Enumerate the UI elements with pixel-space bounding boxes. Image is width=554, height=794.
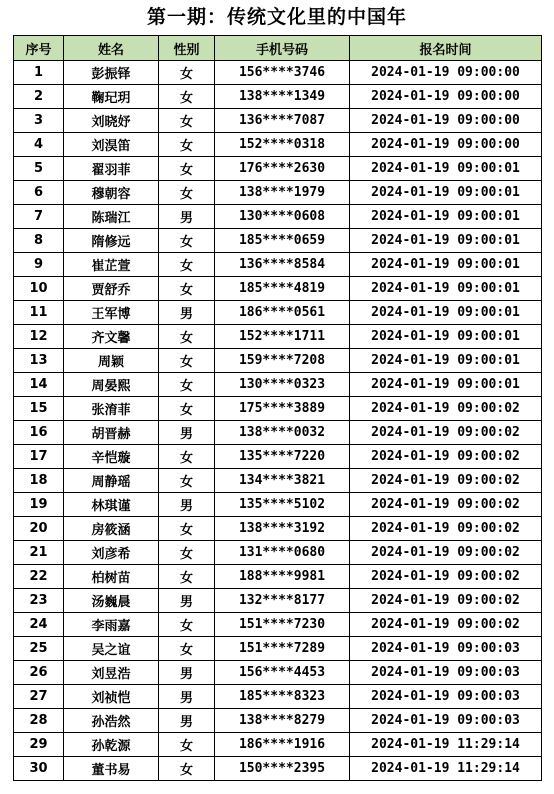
cell-signup-time: 2024-01-19 09:00:03 xyxy=(350,661,542,685)
cell-signup-time: 2024-01-19 09:00:01 xyxy=(350,181,542,205)
cell-phone: 138****8279 xyxy=(215,709,350,733)
cell-index: 23 xyxy=(14,589,64,613)
cell-phone: 151****7289 xyxy=(215,637,350,661)
cell-index: 3 xyxy=(14,109,64,133)
cell-phone: 176****2630 xyxy=(215,157,350,181)
cell-name: 周颖 xyxy=(64,349,159,373)
table-row xyxy=(14,109,542,133)
cell-index: 15 xyxy=(14,397,64,421)
cell-signup-time: 2024-01-19 09:00:01 xyxy=(350,325,542,349)
table-row xyxy=(14,133,542,157)
cell-phone: 134****3821 xyxy=(215,469,350,493)
cell-signup-time: 2024-01-19 09:00:03 xyxy=(350,637,542,661)
cell-gender: 男 xyxy=(159,661,215,685)
cell-signup-time: 2024-01-19 09:00:02 xyxy=(350,493,542,517)
cell-name: 房筱涵 xyxy=(64,517,159,541)
cell-index: 25 xyxy=(14,637,64,661)
cell-name: 贾舒乔 xyxy=(64,277,159,301)
cell-name: 刘晓妤 xyxy=(64,109,159,133)
cell-signup-time: 2024-01-19 09:00:01 xyxy=(350,277,542,301)
cell-phone: 188****9981 xyxy=(215,565,350,589)
cell-phone: 136****8584 xyxy=(215,253,350,277)
cell-gender: 女 xyxy=(159,637,215,661)
cell-phone: 185****4819 xyxy=(215,277,350,301)
cell-gender: 女 xyxy=(159,277,215,301)
cell-name: 孙乾源 xyxy=(64,733,159,757)
cell-index: 26 xyxy=(14,661,64,685)
cell-signup-time: 2024-01-19 09:00:02 xyxy=(350,541,542,565)
cell-gender: 女 xyxy=(159,613,215,637)
cell-gender: 女 xyxy=(159,85,215,109)
cell-name: 崔芷萱 xyxy=(64,253,159,277)
cell-index: 12 xyxy=(14,325,64,349)
table-row xyxy=(14,685,542,709)
cell-index: 20 xyxy=(14,517,64,541)
cell-gender: 男 xyxy=(159,685,215,709)
cell-name: 刘祯恺 xyxy=(64,685,159,709)
cell-phone: 135****7220 xyxy=(215,445,350,469)
cell-gender: 女 xyxy=(159,157,215,181)
cell-phone: 186****0561 xyxy=(215,301,350,325)
cell-index: 27 xyxy=(14,685,64,709)
cell-index: 24 xyxy=(14,613,64,637)
cell-index: 5 xyxy=(14,157,64,181)
cell-phone: 185****8323 xyxy=(215,685,350,709)
cell-name: 林琪谨 xyxy=(64,493,159,517)
cell-name: 王军博 xyxy=(64,301,159,325)
cell-signup-time: 2024-01-19 09:00:02 xyxy=(350,565,542,589)
table-row xyxy=(14,325,542,349)
table-row xyxy=(14,517,542,541)
cell-gender: 女 xyxy=(159,349,215,373)
cell-index: 1 xyxy=(14,61,64,85)
cell-index: 7 xyxy=(14,205,64,229)
cell-phone: 150****2395 xyxy=(215,757,350,781)
cell-phone: 138****1349 xyxy=(215,85,350,109)
table-row xyxy=(14,445,542,469)
cell-signup-time: 2024-01-19 09:00:00 xyxy=(350,61,542,85)
header-index: 序号 xyxy=(14,36,64,61)
cell-phone: 130****0608 xyxy=(215,205,350,229)
cell-name: 孙浩然 xyxy=(64,709,159,733)
cell-index: 21 xyxy=(14,541,64,565)
cell-signup-time: 2024-01-19 09:00:00 xyxy=(350,133,542,157)
table-row xyxy=(14,709,542,733)
table-row xyxy=(14,733,542,757)
table-row xyxy=(14,253,542,277)
cell-signup-time: 2024-01-19 09:00:01 xyxy=(350,253,542,277)
cell-signup-time: 2024-01-19 09:00:02 xyxy=(350,397,542,421)
cell-index: 28 xyxy=(14,709,64,733)
table-row xyxy=(14,637,542,661)
cell-name: 齐文馨 xyxy=(64,325,159,349)
table-body xyxy=(14,61,542,781)
cell-index: 8 xyxy=(14,229,64,253)
cell-phone: 138****0032 xyxy=(215,421,350,445)
cell-index: 17 xyxy=(14,445,64,469)
cell-name: 张淯菲 xyxy=(64,397,159,421)
cell-signup-time: 2024-01-19 09:00:02 xyxy=(350,589,542,613)
cell-name: 汤巍晨 xyxy=(64,589,159,613)
cell-signup-time: 2024-01-19 09:00:01 xyxy=(350,349,542,373)
cell-name: 吴之谊 xyxy=(64,637,159,661)
cell-phone: 131****0680 xyxy=(215,541,350,565)
cell-phone: 159****7208 xyxy=(215,349,350,373)
table-row xyxy=(14,61,542,85)
cell-name: 刘淏笛 xyxy=(64,133,159,157)
cell-phone: 138****3192 xyxy=(215,517,350,541)
page-title: 第一期：传统文化里的中国年 xyxy=(146,6,407,28)
cell-name: 柏树苗 xyxy=(64,565,159,589)
registration-table xyxy=(13,35,542,781)
cell-gender: 女 xyxy=(159,469,215,493)
cell-name: 鞠玘玥 xyxy=(64,85,159,109)
cell-name: 刘昱浩 xyxy=(64,661,159,685)
cell-gender: 男 xyxy=(159,301,215,325)
cell-signup-time: 2024-01-19 11:29:14 xyxy=(350,757,542,781)
cell-gender: 女 xyxy=(159,397,215,421)
cell-gender: 男 xyxy=(159,709,215,733)
cell-gender: 女 xyxy=(159,181,215,205)
cell-phone: 156****4453 xyxy=(215,661,350,685)
cell-gender: 男 xyxy=(159,421,215,445)
cell-phone: 135****5102 xyxy=(215,493,350,517)
cell-gender: 女 xyxy=(159,373,215,397)
cell-index: 29 xyxy=(14,733,64,757)
table-row xyxy=(14,421,542,445)
cell-signup-time: 2024-01-19 09:00:01 xyxy=(350,205,542,229)
header-name: 姓名 xyxy=(64,36,159,61)
table-row xyxy=(14,757,542,781)
cell-gender: 女 xyxy=(159,733,215,757)
cell-name: 周静瑶 xyxy=(64,469,159,493)
cell-phone: 151****7230 xyxy=(215,613,350,637)
cell-phone: 156****3746 xyxy=(215,61,350,85)
cell-gender: 女 xyxy=(159,253,215,277)
cell-gender: 女 xyxy=(159,133,215,157)
cell-phone: 152****1711 xyxy=(215,325,350,349)
cell-index: 30 xyxy=(14,757,64,781)
cell-phone: 175****3889 xyxy=(215,397,350,421)
cell-signup-time: 2024-01-19 09:00:02 xyxy=(350,613,542,637)
table-row xyxy=(14,493,542,517)
header-gender: 性别 xyxy=(159,36,215,61)
cell-name: 隋修远 xyxy=(64,229,159,253)
cell-gender: 女 xyxy=(159,565,215,589)
cell-name: 李雨嘉 xyxy=(64,613,159,637)
table-row xyxy=(14,661,542,685)
cell-signup-time: 2024-01-19 09:00:02 xyxy=(350,469,542,493)
cell-index: 2 xyxy=(14,85,64,109)
cell-name: 陈瑞江 xyxy=(64,205,159,229)
cell-signup-time: 2024-01-19 09:00:02 xyxy=(350,517,542,541)
cell-index: 19 xyxy=(14,493,64,517)
table-row xyxy=(14,301,542,325)
table-row xyxy=(14,157,542,181)
cell-signup-time: 2024-01-19 09:00:00 xyxy=(350,85,542,109)
cell-signup-time: 2024-01-19 09:00:01 xyxy=(350,301,542,325)
cell-index: 6 xyxy=(14,181,64,205)
cell-name: 董书易 xyxy=(64,757,159,781)
cell-signup-time: 2024-01-19 09:00:01 xyxy=(350,229,542,253)
header-signup-time: 报名时间 xyxy=(350,36,542,61)
cell-gender: 女 xyxy=(159,325,215,349)
cell-gender: 男 xyxy=(159,589,215,613)
cell-index: 14 xyxy=(14,373,64,397)
cell-signup-time: 2024-01-19 09:00:02 xyxy=(350,421,542,445)
cell-name: 刘彦希 xyxy=(64,541,159,565)
table-header xyxy=(14,36,542,61)
cell-phone: 132****8177 xyxy=(215,589,350,613)
cell-gender: 女 xyxy=(159,109,215,133)
cell-signup-time: 2024-01-19 11:29:14 xyxy=(350,733,542,757)
cell-index: 11 xyxy=(14,301,64,325)
table-row xyxy=(14,397,542,421)
table-row xyxy=(14,181,542,205)
header-phone: 手机号码 xyxy=(215,36,350,61)
table-row xyxy=(14,541,542,565)
table-row xyxy=(14,613,542,637)
cell-name: 翟羽菲 xyxy=(64,157,159,181)
cell-signup-time: 2024-01-19 09:00:01 xyxy=(350,157,542,181)
cell-phone: 138****1979 xyxy=(215,181,350,205)
cell-index: 22 xyxy=(14,565,64,589)
table-row xyxy=(14,229,542,253)
cell-name: 辛恺璇 xyxy=(64,445,159,469)
table-row xyxy=(14,565,542,589)
cell-index: 16 xyxy=(14,421,64,445)
cell-signup-time: 2024-01-19 09:00:00 xyxy=(350,109,542,133)
cell-phone: 136****7087 xyxy=(215,109,350,133)
cell-phone: 186****1916 xyxy=(215,733,350,757)
table-row xyxy=(14,589,542,613)
cell-signup-time: 2024-01-19 09:00:01 xyxy=(350,373,542,397)
cell-index: 18 xyxy=(14,469,64,493)
cell-signup-time: 2024-01-19 09:00:02 xyxy=(350,445,542,469)
table-row xyxy=(14,205,542,229)
cell-signup-time: 2024-01-19 09:00:03 xyxy=(350,685,542,709)
cell-phone: 185****0659 xyxy=(215,229,350,253)
cell-name: 周晏熙 xyxy=(64,373,159,397)
header-row xyxy=(14,36,542,61)
cell-gender: 女 xyxy=(159,541,215,565)
table-row xyxy=(14,277,542,301)
table-row xyxy=(14,469,542,493)
table-row xyxy=(14,349,542,373)
cell-gender: 女 xyxy=(159,757,215,781)
cell-index: 9 xyxy=(14,253,64,277)
table-row xyxy=(14,85,542,109)
cell-gender: 男 xyxy=(159,205,215,229)
table-row xyxy=(14,373,542,397)
cell-index: 13 xyxy=(14,349,64,373)
cell-signup-time: 2024-01-19 09:00:03 xyxy=(350,709,542,733)
cell-name: 穆朝容 xyxy=(64,181,159,205)
cell-name: 彭振铎 xyxy=(64,61,159,85)
cell-gender: 男 xyxy=(159,493,215,517)
cell-name: 胡晋赫 xyxy=(64,421,159,445)
cell-index: 10 xyxy=(14,277,64,301)
cell-phone: 152****0318 xyxy=(215,133,350,157)
cell-phone: 130****0323 xyxy=(215,373,350,397)
cell-gender: 女 xyxy=(159,61,215,85)
cell-gender: 女 xyxy=(159,445,215,469)
cell-index: 4 xyxy=(14,133,64,157)
cell-gender: 女 xyxy=(159,229,215,253)
cell-gender: 女 xyxy=(159,517,215,541)
